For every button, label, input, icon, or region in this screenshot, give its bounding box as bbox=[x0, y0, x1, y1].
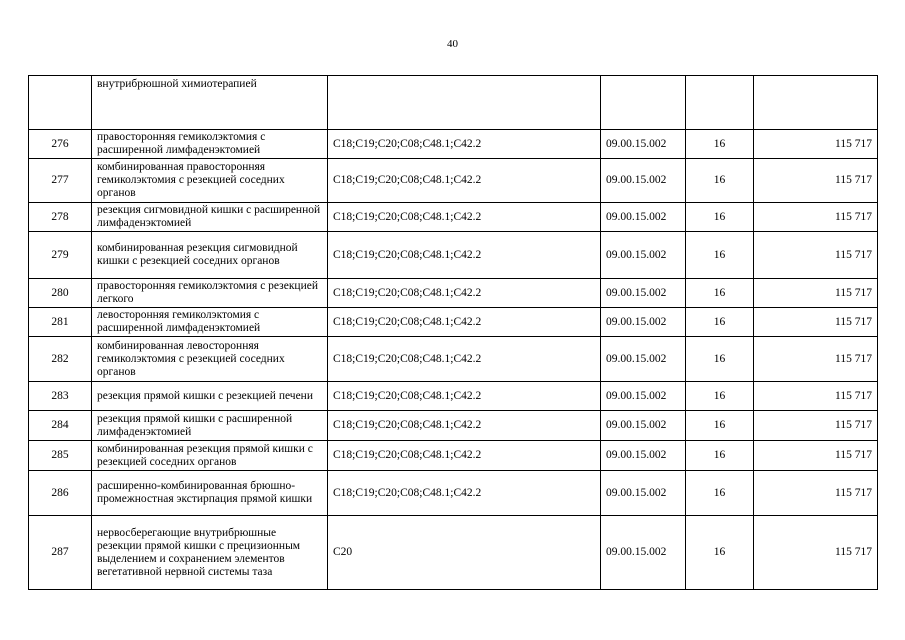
cell-method: 09.00.15.002 bbox=[601, 471, 686, 516]
cell-codes: C18;C19;C20;C08;C48.1;C42.2 bbox=[328, 279, 601, 308]
cell-price: 115 717 bbox=[754, 279, 878, 308]
cell-codes: C18;C19;C20;C08;C48.1;C42.2 bbox=[328, 232, 601, 279]
cell-codes: C18;C19;C20;C08;C48.1;C42.2 bbox=[328, 382, 601, 411]
cell-price: 115 717 bbox=[754, 203, 878, 232]
cell-price: 115 717 bbox=[754, 441, 878, 471]
cell-price: 115 717 bbox=[754, 159, 878, 203]
cell-price: 115 717 bbox=[754, 130, 878, 159]
cell-name: комбинированная правосторонняя гемиколэктомия с резекцией соседних органов bbox=[92, 159, 328, 203]
cell-method: 09.00.15.002 bbox=[601, 279, 686, 308]
cell-method: 09.00.15.002 bbox=[601, 203, 686, 232]
cell-group: 16 bbox=[686, 308, 754, 337]
cell-codes: C18;C19;C20;C08;C48.1;C42.2 bbox=[328, 411, 601, 441]
table-row bbox=[29, 441, 878, 471]
cell-price: 115 717 bbox=[754, 308, 878, 337]
cell-method: 09.00.15.002 bbox=[601, 130, 686, 159]
cell-method: 09.00.15.002 bbox=[601, 441, 686, 471]
table-row bbox=[29, 471, 878, 516]
cell-num: 281 bbox=[29, 308, 92, 337]
cell-group: 16 bbox=[686, 203, 754, 232]
cell-method bbox=[601, 76, 686, 130]
cell-name: резекция прямой кишки с расширенной лимфаденэктомией bbox=[92, 411, 328, 441]
table-row bbox=[29, 411, 878, 441]
cell-name: нервосберегающие внутрибрюшные резекции прямой кишки с прецизионным выделением и сохранением элементов вегетативной нервной системы таза bbox=[92, 516, 328, 590]
cell-name: правосторонняя гемиколэктомия с расширенной лимфаденэктомией bbox=[92, 130, 328, 159]
cell-group: 16 bbox=[686, 441, 754, 471]
cell-method: 09.00.15.002 bbox=[601, 516, 686, 590]
cell-codes: C18;C19;C20;C08;C48.1;C42.2 bbox=[328, 130, 601, 159]
cell-price: 115 717 bbox=[754, 382, 878, 411]
cell-method: 09.00.15.002 bbox=[601, 159, 686, 203]
cell-group: 16 bbox=[686, 471, 754, 516]
cell-method: 09.00.15.002 bbox=[601, 382, 686, 411]
cell-name: резекция прямой кишки с резекцией печени bbox=[92, 382, 328, 411]
page-number: 40 bbox=[447, 38, 458, 50]
cell-num: 278 bbox=[29, 203, 92, 232]
cell-method: 09.00.15.002 bbox=[601, 232, 686, 279]
cell-codes: C18;C19;C20;C08;C48.1;C42.2 bbox=[328, 159, 601, 203]
cell-num: 283 bbox=[29, 382, 92, 411]
cell-group: 16 bbox=[686, 279, 754, 308]
cell-group: 16 bbox=[686, 159, 754, 203]
cell-num: 279 bbox=[29, 232, 92, 279]
table-row bbox=[29, 203, 878, 232]
table-row bbox=[29, 382, 878, 411]
table-row bbox=[29, 232, 878, 279]
cell-method: 09.00.15.002 bbox=[601, 411, 686, 441]
cell-price: 115 717 bbox=[754, 232, 878, 279]
cell-codes: C18;C19;C20;C08;C48.1;C42.2 bbox=[328, 203, 601, 232]
table-row bbox=[29, 279, 878, 308]
cell-num: 277 bbox=[29, 159, 92, 203]
cell-group: 16 bbox=[686, 130, 754, 159]
cell-price: 115 717 bbox=[754, 337, 878, 382]
table-row bbox=[29, 308, 878, 337]
cell-group bbox=[686, 76, 754, 130]
cell-group: 16 bbox=[686, 232, 754, 279]
cell-name: правосторонняя гемиколэктомия с резекцией легкого bbox=[92, 279, 328, 308]
cell-name: комбинированная резекция сигмовидной кишки с резекцией соседних органов bbox=[92, 232, 328, 279]
table-row-continuation bbox=[29, 76, 878, 130]
cell-price: 115 717 bbox=[754, 516, 878, 590]
cell-name: расширенно-комбинированная брюшно-промежностная экстирпация прямой кишки bbox=[92, 471, 328, 516]
cell-price: 115 717 bbox=[754, 471, 878, 516]
cell-group: 16 bbox=[686, 382, 754, 411]
cell-num: 287 bbox=[29, 516, 92, 590]
procedures-table bbox=[28, 75, 878, 590]
cell-price: 115 717 bbox=[754, 411, 878, 441]
cell-codes: C18;C19;C20;C08;C48.1;C42.2 bbox=[328, 308, 601, 337]
cell-price bbox=[754, 76, 878, 130]
cell-codes bbox=[328, 76, 601, 130]
cell-codes: C18;C19;C20;C08;C48.1;C42.2 bbox=[328, 471, 601, 516]
cell-method: 09.00.15.002 bbox=[601, 337, 686, 382]
cell-codes: C20 bbox=[328, 516, 601, 590]
cell-num: 285 bbox=[29, 441, 92, 471]
table-row bbox=[29, 159, 878, 203]
cell-codes: C18;C19;C20;C08;C48.1;C42.2 bbox=[328, 441, 601, 471]
table-row bbox=[29, 337, 878, 382]
cell-num: 276 bbox=[29, 130, 92, 159]
cell-group: 16 bbox=[686, 516, 754, 590]
cell-num: 280 bbox=[29, 279, 92, 308]
cell-name: комбинированная левосторонняя гемиколэктомия с резекцией соседних органов bbox=[92, 337, 328, 382]
cell-group: 16 bbox=[686, 337, 754, 382]
table-row bbox=[29, 130, 878, 159]
cell-num: 286 bbox=[29, 471, 92, 516]
cell-codes: C18;C19;C20;C08;C48.1;C42.2 bbox=[328, 337, 601, 382]
cell-num bbox=[29, 76, 92, 130]
cell-name: внутрибрюшной химиотерапией bbox=[92, 76, 328, 130]
cell-name: резекция сигмовидной кишки с расширенной лимфаденэктомией bbox=[92, 203, 328, 232]
cell-num: 284 bbox=[29, 411, 92, 441]
cell-num: 282 bbox=[29, 337, 92, 382]
table-row bbox=[29, 516, 878, 590]
cell-name: комбинированная резекция прямой кишки с резекцией соседних органов bbox=[92, 441, 328, 471]
cell-name: левосторонняя гемиколэктомия с расширенной лимфаденэктомией bbox=[92, 308, 328, 337]
cell-method: 09.00.15.002 bbox=[601, 308, 686, 337]
cell-group: 16 bbox=[686, 411, 754, 441]
